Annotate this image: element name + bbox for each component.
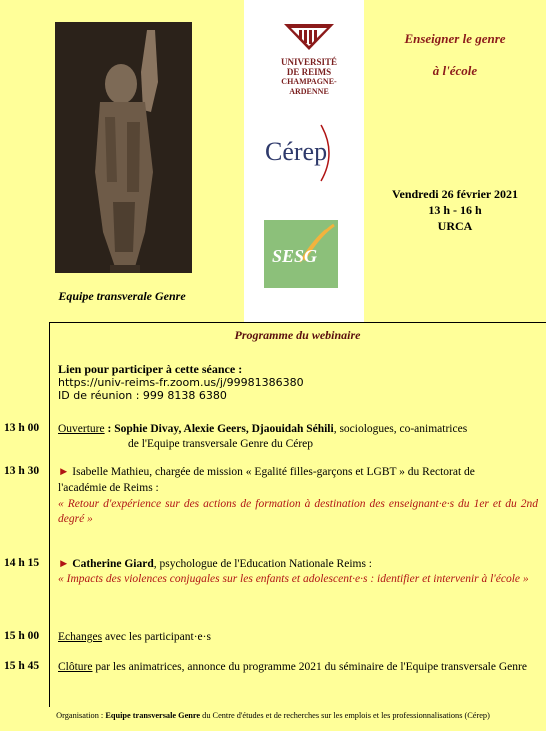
item-role: , chargée de mission « Egalité filles-garçons et LGBT » du Rectorat de [149, 466, 475, 478]
item-speaker: Catherine Giard [72, 558, 154, 570]
item-rest: par les animatrices, annonce du programme 2021 du séminaire de l'Equipe transversale Genre [92, 661, 527, 673]
event-hours: 13 h - 16 h [428, 203, 482, 217]
time-slot-2: 13 h 30 [4, 465, 40, 477]
event-title-line2: à l'école [432, 63, 478, 78]
item-line2: l'académie de Reims : [58, 482, 159, 494]
item-role: , sociologues, co-animatrices [333, 423, 468, 435]
item-names: Sophie Divay, Alexie Geers, Djaouidah Séhili [114, 423, 334, 435]
item-label: Clôture [58, 661, 93, 673]
timeline-rule [49, 322, 50, 707]
time-slot-5: 15 h 45 [4, 660, 40, 672]
urca-emblem-icon [279, 22, 339, 52]
program-item-closing [58, 660, 538, 675]
zoom-link[interactable]: https://univ-reims-fr.zoom.us/j/99981386380 [58, 376, 304, 389]
item-label: Echanges [58, 631, 103, 643]
sesg-wordmark: SESG [272, 246, 318, 266]
event-date: Vendredi 26 février 2021 [391, 187, 519, 201]
team-caption: Equipe transverale Genre [58, 289, 186, 303]
item-line2: de l'Equipe transversale Genre du Cérep [128, 438, 314, 450]
link-title: Lien pour participer à cette séance : [58, 362, 243, 376]
item-label: Ouverture [58, 423, 105, 435]
item-talk: « Impacts des violences conjugales sur les enfants et adolescent·e·s : identifier et intervenir à l'école » [58, 573, 529, 585]
footer [0, 707, 546, 731]
arrow-icon: ► [58, 466, 70, 478]
meeting-id: ID de réunion : 999 8138 6380 [58, 389, 227, 402]
urca-line3: CHAMPAGNE-ARDENNE [281, 77, 337, 96]
cerep-logo [265, 123, 337, 185]
program-item-exchanges [58, 630, 211, 645]
sesg-logo [264, 220, 338, 288]
footer-team: Equipe transversale Genre [105, 711, 201, 720]
program-item-mathieu [58, 465, 542, 480]
cerep-arc-icon [319, 123, 339, 183]
time-slot-1: 13 h 00 [4, 422, 40, 434]
program-item-giard [58, 557, 542, 572]
item-talk: « Retour d'expérience sur des actions de formation à destination des enseignant·e·s du 1er et du 2nd degré » [58, 498, 538, 525]
program-title: Programme du webinaire [234, 328, 361, 342]
cerep-wordmark: Cérep [265, 137, 328, 166]
item-colon: : [104, 423, 115, 435]
event-date-block [364, 186, 546, 234]
urca-logo [262, 22, 356, 96]
program-item-opening [58, 422, 542, 437]
time-slot-3: 14 h 15 [4, 557, 40, 569]
header-right-panel [364, 0, 546, 322]
program-top-rule [49, 322, 546, 323]
footer-prefix: Organisation : [56, 711, 106, 720]
arrow-icon: ► [58, 558, 70, 570]
footer-rest: du Centre d'études et de recherches sur les emplois et les professionnalisations (Cérep) [200, 711, 490, 720]
time-slot-4: 15 h 00 [4, 630, 40, 642]
urca-line2: DE REIMS [286, 67, 332, 77]
urca-line1: UNIVERSITÉ [280, 57, 338, 67]
item-speaker: Isabelle Mathieu [72, 466, 150, 478]
item-role: , psychologue de l'Education Nationale Reims : [153, 558, 373, 570]
event-title-line1: Enseigner le genre [404, 31, 506, 46]
statue-photo [55, 22, 192, 273]
event-place: URCA [437, 219, 473, 233]
item-rest: avec les participant·e·s [102, 631, 211, 643]
